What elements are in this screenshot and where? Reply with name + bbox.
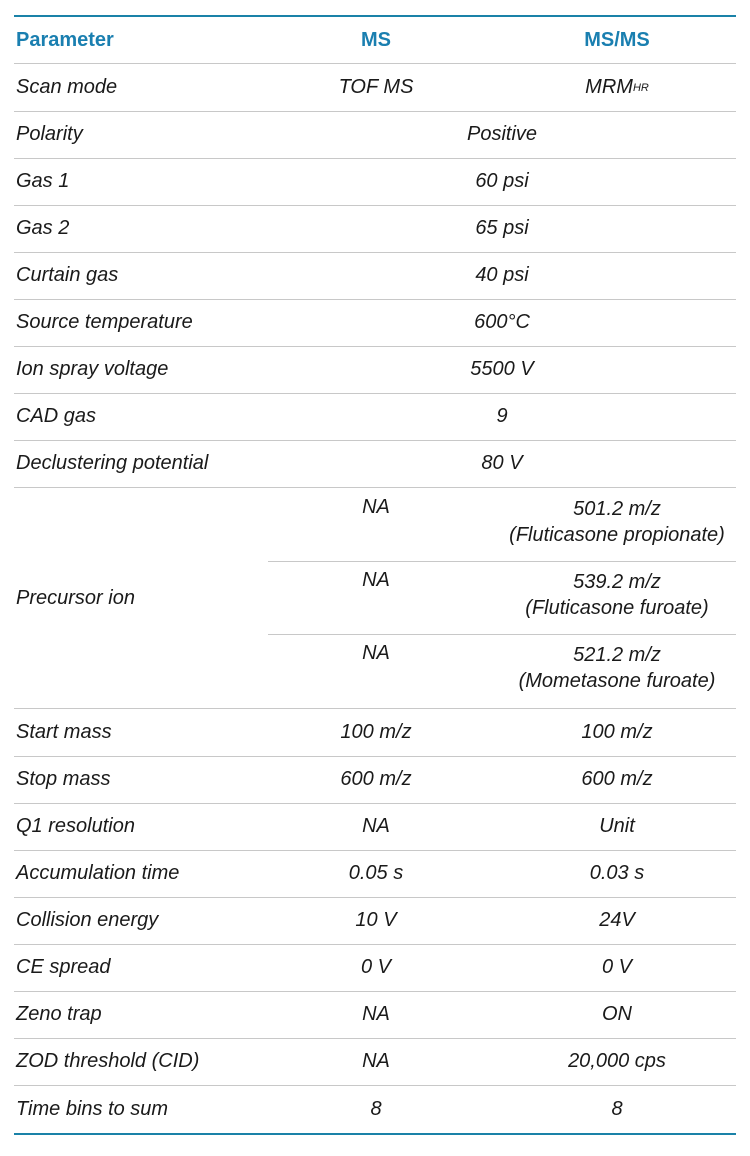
- ms-value: TOF MS: [338, 76, 414, 98]
- compound-name: (Mometasone furoate): [518, 670, 716, 692]
- ms-value: 8: [370, 1098, 382, 1120]
- shared-value: Positive: [466, 123, 538, 145]
- ms-value: 0.05 s: [348, 862, 404, 884]
- precursor-entry: [268, 488, 736, 560]
- mz-value: 539.2 m/z: [573, 571, 661, 593]
- shared-value: 65 psi: [475, 217, 529, 239]
- table-bottom-rule: [14, 1133, 736, 1135]
- superscript: HR: [632, 81, 649, 94]
- table-row: [14, 850, 736, 897]
- table-row: [14, 440, 736, 487]
- msms-value: 8: [611, 1098, 623, 1120]
- shared-value: 600°C: [474, 311, 530, 333]
- msms-value: MRM HR: [585, 76, 649, 98]
- table-row: [14, 252, 736, 299]
- compound-name: (Fluticasone furoate): [525, 597, 709, 619]
- param-label: Declustering potential: [16, 452, 209, 474]
- msms-value: 24V: [599, 909, 635, 931]
- header-parameter: Parameter: [16, 29, 114, 51]
- param-label: Accumulation time: [16, 862, 180, 884]
- header-msms: MS/MS: [584, 29, 650, 51]
- table-row: [14, 64, 736, 111]
- mz-value: 501.2 m/z: [573, 498, 661, 520]
- table-row: [14, 897, 736, 944]
- ms-value: NA: [362, 815, 390, 837]
- table-row: [14, 756, 736, 803]
- table-row: [14, 346, 736, 393]
- msms-value: 0 V: [601, 956, 633, 978]
- ms-value: 10 V: [355, 909, 397, 931]
- msms-value: 600 m/z: [581, 768, 653, 790]
- msms-value: 0.03 s: [589, 862, 645, 884]
- ms-value: NA: [362, 569, 390, 591]
- ms-value: NA: [362, 496, 390, 518]
- table-header-row: [14, 17, 736, 64]
- table-row: [14, 393, 736, 440]
- shared-value: 60 psi: [475, 170, 529, 192]
- param-label: ZOD threshold (CID): [16, 1050, 200, 1072]
- table-row: [14, 111, 736, 158]
- precursor-label: Precursor ion: [16, 586, 135, 609]
- ms-value: NA: [362, 1050, 390, 1072]
- precursor-block: [14, 488, 736, 708]
- table-row: [14, 803, 736, 850]
- ms-value: 100 m/z: [340, 721, 412, 743]
- param-label: Gas 2: [16, 217, 70, 239]
- precursor-entry: [268, 634, 736, 706]
- shared-value: 9: [496, 405, 508, 427]
- shared-value: 40 psi: [475, 264, 529, 286]
- param-label: Curtain gas: [16, 264, 119, 286]
- table-row: [14, 709, 736, 756]
- param-label: Ion spray voltage: [16, 358, 169, 380]
- param-label: Gas 1: [16, 170, 70, 192]
- ms-value: NA: [362, 1003, 390, 1025]
- msms-value: [498, 496, 736, 548]
- param-label: Source temperature: [16, 311, 193, 333]
- compound-name: (Fluticasone propionate): [509, 524, 725, 546]
- shared-value: 80 V: [481, 452, 523, 474]
- param-label: Scan mode: [16, 76, 118, 98]
- param-label: Start mass: [16, 721, 112, 743]
- table-row: [14, 1038, 736, 1085]
- shared-value: 5500 V: [470, 358, 534, 380]
- param-label: Polarity: [16, 123, 83, 145]
- table-row: [14, 299, 736, 346]
- param-label: Zeno trap: [16, 1003, 102, 1025]
- header-ms: MS: [361, 29, 391, 51]
- msms-value: [498, 642, 736, 694]
- precursor-entry: [268, 561, 736, 633]
- table-row: [14, 944, 736, 991]
- table-row: [14, 991, 736, 1038]
- ms-value: 600 m/z: [340, 768, 412, 790]
- param-label: Collision energy: [16, 909, 159, 931]
- param-label: Time bins to sum: [16, 1098, 169, 1120]
- param-label: Q1 resolution: [16, 815, 135, 837]
- ms-value: NA: [362, 642, 390, 664]
- table-row: [14, 205, 736, 252]
- msms-value: 20,000 cps: [568, 1050, 666, 1072]
- ms-value: 0 V: [360, 956, 392, 978]
- table-row: [14, 158, 736, 205]
- msms-value: ON: [602, 1003, 632, 1025]
- msms-value: 100 m/z: [581, 721, 653, 743]
- msms-value: Unit: [599, 815, 635, 837]
- msms-value: [498, 569, 736, 621]
- mz-value: 521.2 m/z: [573, 644, 661, 666]
- param-label: Stop mass: [16, 768, 111, 790]
- table-row: [14, 1086, 736, 1133]
- param-label: CAD gas: [16, 405, 97, 427]
- param-label: CE spread: [16, 956, 111, 978]
